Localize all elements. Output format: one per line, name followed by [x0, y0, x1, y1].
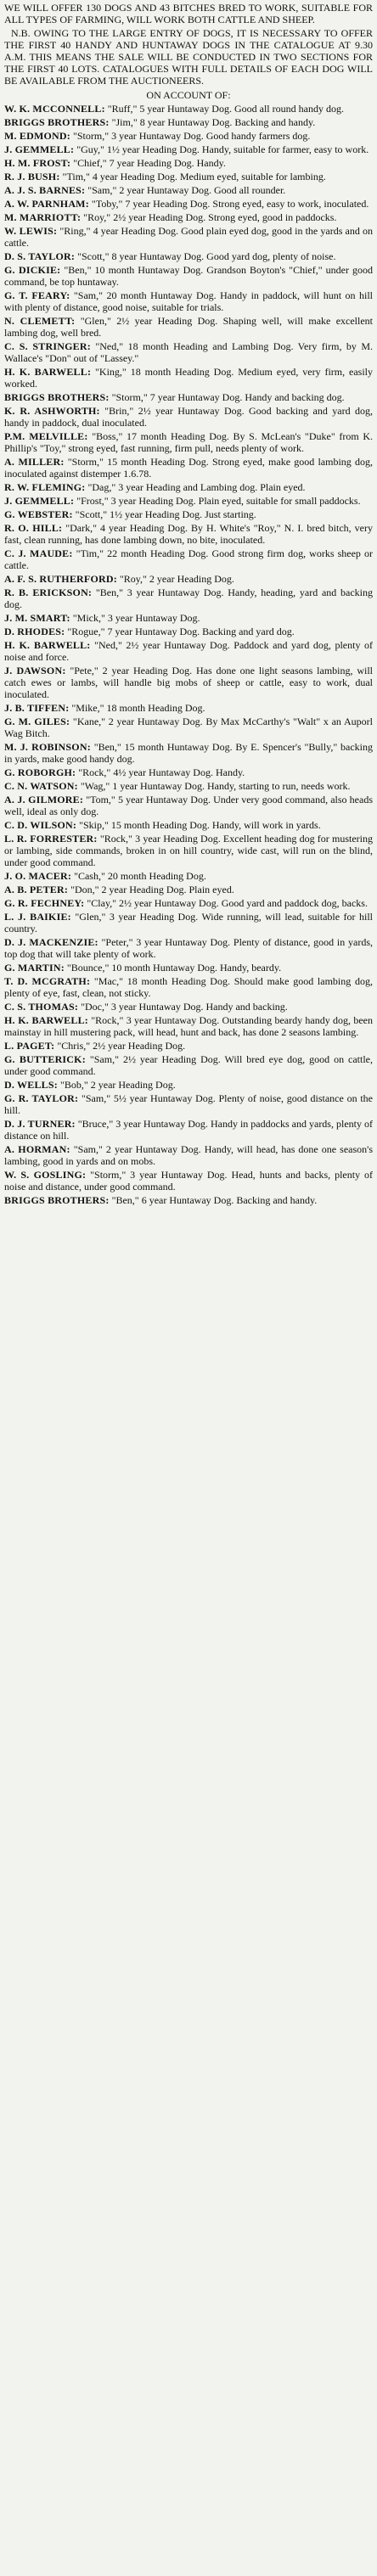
dog-description: "Skip," 15 month Heading Dog. Handy, will work in yards. — [76, 819, 321, 831]
dog-entry — [4, 962, 373, 974]
intro-paragraph: WE WILL OFFER 130 DOGS AND 43 BITCHES BRED TO WORK, SUITABLE FOR ALL TYPES OF FARMING, WILL WORK BOTH CATTLE AND SHEEP. — [4, 2, 373, 25]
vendor-name: L. R. FORRESTER: — [4, 833, 98, 845]
vendor-name: BRIGGS BROTHERS: — [4, 391, 110, 403]
vendor-name: H. M. FROST: — [4, 157, 71, 169]
vendor-name: J. O. MACER: — [4, 870, 72, 882]
dog-entry — [4, 1118, 373, 1142]
vendor-name: D. J. TURNER: — [4, 1118, 76, 1130]
dog-description: "Boss," 17 month Heading Dog. By S. McLean's "Duke" from K. Phillip's "Toy," strong eyed, fast running, firm pull, needs plenty of work. — [4, 430, 373, 454]
dog-entry — [4, 130, 373, 142]
dog-entry — [4, 1143, 373, 1167]
vendor-name: J. DAWSON: — [4, 665, 66, 676]
account-header: ON ACCOUNT OF: — [146, 89, 231, 101]
dog-entry — [4, 171, 373, 182]
vendor-name: D. S. TAYLOR: — [4, 250, 76, 262]
dog-entry — [4, 833, 373, 868]
dog-entry — [4, 211, 373, 223]
vendor-name: P.M. MELVILLE: — [4, 430, 88, 442]
vendor-name: L. J. BAIKIE: — [4, 911, 71, 923]
vendor-name: D. J. MACKENZIE: — [4, 936, 98, 948]
dog-description: "Ring," 4 year Heading Dog. Good plain eyed dog, good in the yards and on cattle. — [4, 225, 373, 249]
dog-entry — [4, 612, 373, 624]
vendor-name: R. J. BUSH: — [4, 171, 60, 182]
dog-description: "Pete," 2 year Heading Dog. Has done one light seasons lambing, will catch ewes or lambs, will handle big mobs of sheep or cattle, easy to work, dual inoculated. — [4, 665, 373, 700]
dog-entry — [4, 819, 373, 831]
vendor-name: N. CLEMETT: — [4, 315, 76, 327]
vendor-name: J. B. TIFFEN: — [4, 702, 70, 714]
vendor-name: W. K. MCCONNELL: — [4, 103, 105, 115]
dog-description: "Bounce," 10 month Huntaway Dog. Handy, beardy. — [64, 962, 282, 974]
dog-description: "Ruff," 5 year Huntaway Dog. Good all round handy dog. — [104, 103, 344, 115]
dog-description: "Mike," 18 month Heading Dog. — [69, 702, 205, 714]
entry-list — [4, 103, 373, 1206]
dog-entry — [4, 870, 373, 882]
vendor-name: C. S. THOMAS: — [4, 1001, 79, 1013]
vendor-name: R. W. FLEMING: — [4, 481, 86, 493]
dog-entry — [4, 157, 373, 169]
dog-entry — [4, 1169, 373, 1193]
dog-description: "Tom," 5 year Huntaway Dog. Under very good command, also heads well, ideal as only dog. — [4, 794, 373, 817]
dog-description: "Don," 2 year Heading Dog. Plain eyed. — [68, 884, 234, 895]
dog-description: "Ned," 2½ year Huntaway Dog. Paddock and yard dog, plenty of noise and force. — [4, 639, 374, 663]
vendor-name: G. ROBORGH: — [4, 766, 76, 778]
vendor-name: C. N. WATSON: — [4, 780, 78, 792]
dog-entry — [4, 766, 373, 778]
dog-description: "Ned," 18 month Heading and Lambing Dog. Very firm, by M. Wallace's "Don" out of "Lassey." — [4, 340, 373, 364]
vendor-name: D. RHODES: — [4, 626, 65, 637]
dog-entry — [4, 289, 373, 313]
vendor-name: G. DICKIE: — [4, 264, 61, 276]
dog-entry — [4, 716, 373, 739]
dog-description: "Ben," 10 month Huntaway Dog. Grandson Boyton's "Chief," under good command, be top huntaway. — [4, 264, 374, 288]
vendor-name: A. MILLER: — [4, 456, 65, 468]
dog-entry — [4, 1053, 373, 1077]
dog-description: "Glen," 3 year Heading Dog. Wide running, will lead, suitable for hill country. — [4, 911, 373, 934]
vendor-name: R. B. ERICKSON: — [4, 586, 93, 598]
dog-description: "Scott," 1½ year Heading Dog. Just starting. — [72, 508, 256, 520]
dog-entry — [4, 264, 373, 288]
dog-entry — [4, 315, 373, 339]
vendor-name: H. K. BARWELL: — [4, 366, 92, 378]
dog-description: "Chris," 2½ year Heading Dog. — [54, 1040, 186, 1052]
dog-entry — [4, 250, 373, 262]
dog-entry — [4, 1079, 373, 1091]
vendor-name: G. MARTIN: — [4, 962, 65, 974]
dog-description: "Glen," 2½ year Heading Dog. Shaping well, will make excellent lambing dog, well bred. — [4, 315, 374, 339]
vendor-name: M. EDMOND: — [4, 130, 70, 142]
dog-entry — [4, 184, 373, 196]
vendor-name: A. W. PARNHAM: — [4, 198, 89, 210]
dog-entry — [4, 639, 373, 663]
dog-entry — [4, 702, 373, 714]
vendor-name: M. MARRIOTT: — [4, 211, 82, 223]
dog-description: "Storm," 7 year Huntaway Dog. Handy and backing dog. — [109, 391, 345, 403]
dog-description: "Sam," 2 year Huntaway Dog. Good all rounder. — [85, 184, 286, 196]
dog-description: "Sam," 2 year Huntaway Dog. Handy, will head, has done one season's lambing, good in yards and on mobs. — [4, 1143, 373, 1167]
dog-description: "King," 18 month Heading Dog. Medium eyed, very firm, easily worked. — [4, 366, 374, 390]
vendor-name: G. R. FECHNEY: — [4, 897, 85, 909]
dog-description: "Bruce," 3 year Huntaway Dog. Handy in paddocks and yards, plenty of distance on hill. — [4, 1118, 374, 1142]
dog-description: "Storm," 15 month Heading Dog. Strong eyed, make good lambing dog, inoculated against distemper 1.6.78. — [4, 456, 374, 480]
dog-entry — [4, 340, 373, 364]
dog-entry — [4, 665, 373, 700]
vendor-name: L. PAGET: — [4, 1040, 55, 1052]
vendor-name: G. WEBSTER: — [4, 508, 73, 520]
vendor-name: A. J. S. BARNES: — [4, 184, 86, 196]
vendor-name: BRIGGS BROTHERS: — [4, 116, 110, 128]
vendor-name: K. R. ASHWORTH: — [4, 405, 100, 417]
dog-entry — [4, 366, 373, 390]
vendor-name: A. B. PETER: — [4, 884, 69, 895]
vendor-name: A. HORMAN: — [4, 1143, 70, 1155]
vendor-name: D. WELLS: — [4, 1079, 58, 1091]
vendor-name: H. K. BARWELL: — [4, 1014, 88, 1026]
dog-description: "Ben," 15 month Huntaway Dog. By E. Spencer's "Bully," backing in yards, make good handy dog. — [4, 741, 373, 765]
vendor-name: C. D. WILSON: — [4, 819, 77, 831]
dog-description: "Storm," 3 year Huntaway Dog. Head, hunts and backs, plenty of noise and distance, under good command. — [4, 1169, 373, 1193]
vendor-name: G. M. GILES: — [4, 716, 70, 727]
dog-description: "Mac," 18 month Heading Dog. Should make good lambing dog, plenty of eye, fast, clean, not sticky. — [4, 975, 373, 999]
vendor-name: G. T. FEARY: — [4, 289, 70, 301]
dog-entry — [4, 225, 373, 249]
vendor-name: T. D. MCGRATH: — [4, 975, 91, 987]
vendor-name: A. F. S. RUTHERFORD: — [4, 573, 117, 585]
vendor-name: J. GEMMELL: — [4, 495, 75, 507]
dog-description: "Guy," 1½ year Heading Dog. Handy, suitable for farmer, easy to work. — [74, 143, 369, 155]
dog-entry — [4, 547, 373, 571]
dog-entry — [4, 143, 373, 155]
dog-description: "Mick," 3 year Huntaway Dog. — [70, 612, 200, 624]
dog-description: "Scott," 8 year Huntaway Dog. Good yard dog, plenty of noise. — [75, 250, 336, 262]
dog-entry — [4, 936, 373, 960]
dog-description: "Cash," 20 month Heading Dog. — [71, 870, 206, 882]
dog-entry — [4, 391, 373, 403]
dog-description: "Ben," 3 year Huntaway Dog. Handy, heading, yard and backing dog. — [4, 586, 373, 610]
dog-description: "Roy," 2 year Heading Dog. — [116, 573, 234, 585]
dog-entry — [4, 430, 373, 454]
vendor-name: A. J. GILMORE: — [4, 794, 84, 805]
dog-description: "Sam," 2½ year Heading Dog. Will bred eye dog, good on cattle, under good command. — [4, 1053, 373, 1077]
dog-description: "Dark," 4 year Heading Dog. By H. White's "Roy," N. I. bred bitch, very fast, clean running, has done lambing down, no bite, inoculated. — [4, 522, 373, 546]
dog-description: "Kane," 2 year Huntaway Dog. By Max McCarthy's "Walt" x an Auporl Wag Bitch. — [4, 716, 373, 739]
dog-entry — [4, 884, 373, 895]
dog-entry — [4, 1092, 373, 1116]
dog-entry — [4, 1014, 373, 1038]
vendor-name: W. S. GOSLING: — [4, 1169, 87, 1181]
dog-entry — [4, 495, 373, 507]
dog-description: "Tim," 22 month Heading Dog. Good strong firm dog, works sheep or cattle. — [4, 547, 373, 571]
dog-description: "Tim," 4 year Heading Dog. Medium eyed, suitable for lambing. — [59, 171, 326, 182]
dog-description: "Rogue," 7 year Huntaway Dog. Backing and yard dog. — [65, 626, 295, 637]
dog-description: "Sam," 5½ year Huntaway Dog. Plenty of noise, good distance on the hill. — [4, 1092, 373, 1116]
dog-entry — [4, 1040, 373, 1052]
vendor-name: C. S. STRINGER: — [4, 340, 91, 352]
dog-description: "Rock," 3 year Huntaway Dog. Outstanding beardy handy dog, been mainstay in hill mustering pack, will head, hunt and back, has done 2 seasons lambing. — [4, 1014, 373, 1038]
vendor-name: BRIGGS BROTHERS: — [4, 1194, 110, 1206]
vendor-name: J. M. SMART: — [4, 612, 70, 624]
dog-description: "Doc," 3 year Huntaway Dog. Handy and backing. — [78, 1001, 288, 1013]
dog-entry — [4, 626, 373, 637]
dog-description: "Ben," 6 year Huntaway Dog. Backing and handy. — [109, 1194, 318, 1206]
dog-description: "Toby," 7 year Heading Dog. Strong eyed, easy to work, inoculated. — [88, 198, 369, 210]
dog-description: "Brin," 2½ year Huntaway Dog. Good backing and yard dog, handy in paddock, dual inoculated. — [4, 405, 373, 429]
dog-entry — [4, 1194, 373, 1206]
dog-entry — [4, 456, 373, 480]
dog-entry — [4, 198, 373, 210]
vendor-name: G. R. TAYLOR: — [4, 1092, 79, 1104]
dog-entry — [4, 508, 373, 520]
dog-entry — [4, 116, 373, 128]
vendor-name: R. O. HILL: — [4, 522, 63, 534]
dog-entry — [4, 780, 373, 792]
dog-entry — [4, 741, 373, 765]
dog-description: "Peter," 3 year Huntaway Dog. Plenty of distance, good in yards, top dog that will take plenty of work. — [4, 936, 374, 960]
dog-entry — [4, 586, 373, 610]
dog-entry — [4, 911, 373, 934]
dog-entry — [4, 522, 373, 546]
dog-entry — [4, 794, 373, 817]
dog-description: "Dag," 3 year Heading and Lambing dog. Plain eyed. — [85, 481, 306, 493]
dog-description: "Bob," 2 year Heading Dog. — [57, 1079, 176, 1091]
dog-entry — [4, 481, 373, 493]
dog-entry — [4, 897, 373, 909]
dog-description: "Roy," 2½ year Heading Dog. Strong eyed, good in paddocks. — [81, 211, 337, 223]
dog-description: "Frost," 3 year Heading Dog. Plain eyed, suitable for small paddocks. — [74, 495, 361, 507]
dog-description: "Wag," 1 year Huntaway Dog. Handy, starting to run, needs work. — [77, 780, 351, 792]
dog-entry — [4, 975, 373, 999]
dog-entry — [4, 573, 373, 585]
vendor-name: G. BUTTERICK: — [4, 1053, 86, 1065]
vendor-name: M. J. ROBINSON: — [4, 741, 91, 753]
vendor-name: C. J. MAUDE: — [4, 547, 73, 559]
vendor-name: W. LEWIS: — [4, 225, 58, 237]
dog-entry — [4, 1001, 373, 1013]
dog-description: "Rock," 3 year Heading Dog. Excellent heading dog for mustering or lambing, side commands, broken in on hill country, wide cast, will run on the blind, under good command. — [4, 833, 373, 868]
dog-description: "Clay," 2½ year Huntaway Dog. Good yard and paddock dog, backs. — [84, 897, 368, 909]
dog-description: "Rock," 4½ year Huntaway Dog. Handy. — [76, 766, 245, 778]
vendor-name: J. GEMMELL: — [4, 143, 75, 155]
catalogue-note: N.B. OWING TO THE LARGE ENTRY OF DOGS, IT IS NECESSARY TO OFFER THE FIRST 40 HANDY AND HUNTAWAY DOGS IN THE CATALOGUE AT 9.30 A.M. THIS MEANS THE SALE WILL BE CONDUCTED IN TWO SECTIONS FOR THE FIRST 40 LOTS. CATALOGUES WITH FULL DETAILS OF EACH DOG WILL BE AVAILABLE FROM THE AUCTIONEERS. — [4, 27, 373, 87]
dog-description: "Jim," 8 year Huntaway Dog. Backing and handy. — [109, 116, 316, 128]
dog-entry — [4, 405, 373, 429]
vendor-name: H. K. BARWELL: — [4, 639, 91, 651]
dog-entry — [4, 103, 373, 115]
sale-notice — [0, 0, 377, 1206]
dog-description: "Storm," 3 year Huntaway Dog. Good handy farmers dog. — [70, 130, 311, 142]
dog-description: "Sam," 20 month Huntaway Dog. Handy in paddock, will hunt on hill with plenty of distance, good noise, suitable for trials. — [4, 289, 373, 313]
dog-description: "Chief," 7 year Heading Dog. Handy. — [70, 157, 226, 169]
